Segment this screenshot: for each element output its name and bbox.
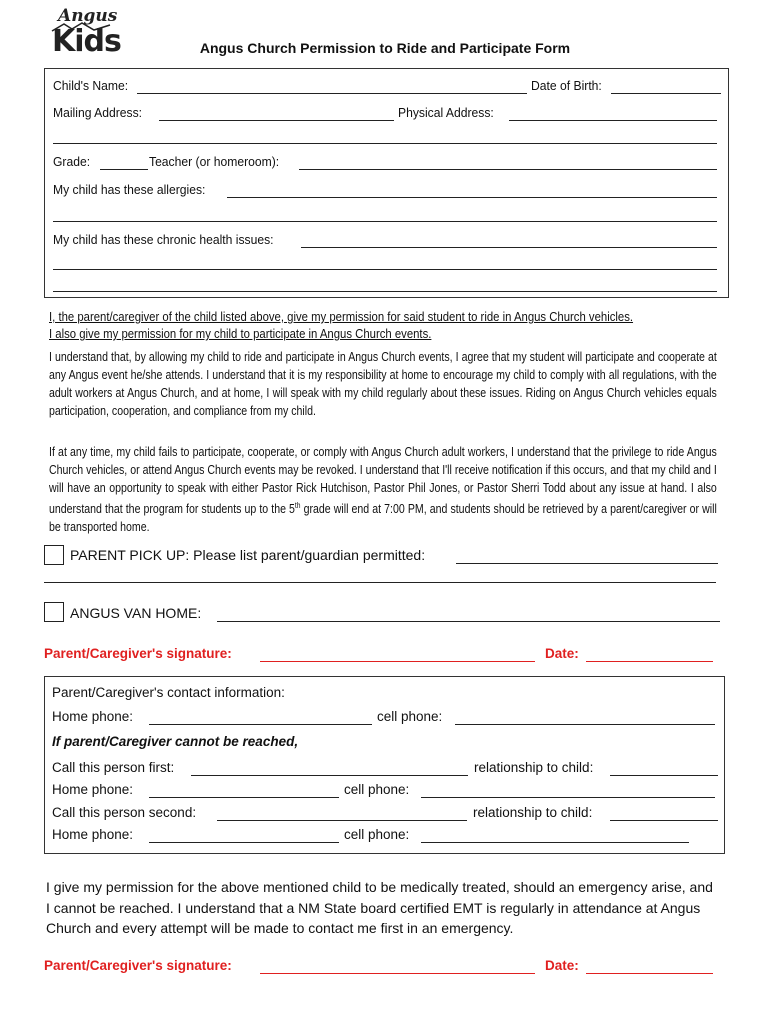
childs-name-field[interactable]	[137, 93, 527, 94]
call-second-label: Call this person second:	[52, 805, 197, 820]
chronic-health-line-2[interactable]	[53, 269, 717, 270]
ordinal-suffix: th	[294, 501, 301, 510]
allergies-field[interactable]	[227, 197, 717, 198]
date-of-birth-field[interactable]	[611, 93, 721, 94]
signature-date-field[interactable]	[586, 661, 713, 662]
home-phone-label: Home phone:	[52, 709, 134, 724]
relationship-first-label: relationship to child:	[474, 760, 594, 775]
second-cell-phone-label: cell phone:	[344, 827, 410, 842]
signature-label: Parent/Caregiver's signature:	[44, 646, 232, 661]
grade-field[interactable]	[100, 169, 148, 170]
parent-pickup-checkbox[interactable]	[44, 545, 64, 565]
chronic-health-line-3[interactable]	[53, 291, 717, 292]
call-first-label: Call this person first:	[52, 760, 175, 775]
logo-angus-text: Angus	[58, 6, 118, 26]
understanding-paragraph: I understand that, by allowing my child to ride and participate in Angus Church events, I agree that my student will participate and cooperate at any Angus event he/she attends. I understand that it is my responsibility at home to encourage my child to comply with all regulations, with the adult workers at Angus Church, and at home, I will speak with my child regularly about these issues. Riding on Angus Church vehicles equals participation, cooperation, and compliance from my child.	[49, 350, 717, 418]
mailing-address-label: Mailing Address:	[53, 105, 143, 120]
signature-field[interactable]	[260, 661, 535, 662]
parent-pickup-field[interactable]	[456, 563, 718, 564]
medical-signature-label: Parent/Caregiver's signature:	[44, 958, 232, 973]
first-cell-phone-label: cell phone:	[344, 782, 410, 797]
call-first-field[interactable]	[191, 775, 468, 776]
angus-van-checkbox[interactable]	[44, 602, 64, 622]
first-cell-phone-field[interactable]	[421, 797, 715, 798]
medical-date-label: Date:	[545, 958, 579, 973]
cell-phone-field[interactable]	[455, 724, 715, 725]
consent-ride: I, the parent/caregiver of the child listed above, give my permission for said student to ride in Angus Church vehicles.	[49, 310, 634, 324]
teacher-field[interactable]	[299, 169, 717, 170]
childs-name-label: Child's Name:	[53, 78, 129, 93]
chronic-health-label: My child has these chronic health issues:	[53, 232, 274, 247]
form-title: Angus Church Permission to Ride and Participate Form	[199, 40, 571, 56]
parent-pickup-label: PARENT PICK UP: Please list parent/guardian permitted:	[70, 547, 426, 563]
contact-heading: Parent/Caregiver's contact information:	[52, 685, 285, 700]
cell-phone-label: cell phone:	[377, 709, 443, 724]
allergies-continuation-line[interactable]	[53, 221, 717, 222]
address-continuation-line[interactable]	[53, 143, 717, 144]
grade-label: Grade:	[53, 154, 91, 169]
contact-info-box	[44, 676, 725, 854]
first-home-phone-label: Home phone:	[52, 782, 134, 797]
mailing-address-field[interactable]	[159, 120, 394, 121]
revocation-text: If at any time, my child fails to participate, cooperate, or comply with Angus Church adult workers, I understand that the privilege to ride Angus Church vehicles, or attend Angus Church events may be revoked. I understand that I'll receive notification if this occurs, and that my child and I will have an opportunity to speak with either Pastor Rick Hutchison, Pastor Phil Jones, or Pastor Sherri Todd about any issue at hand. I also understand that the program for students up to the 5	[49, 445, 717, 517]
call-second-field[interactable]	[217, 820, 467, 821]
relationship-second-field[interactable]	[610, 820, 718, 821]
second-home-phone-field[interactable]	[149, 842, 339, 843]
relationship-first-field[interactable]	[610, 775, 718, 776]
angus-van-label: ANGUS VAN HOME:	[70, 605, 202, 621]
first-home-phone-field[interactable]	[149, 797, 339, 798]
revocation-paragraph	[49, 443, 717, 536]
angus-van-field[interactable]	[217, 621, 720, 622]
logo-kids-text: Kids	[52, 24, 121, 59]
teacher-label: Teacher (or homeroom):	[149, 154, 280, 169]
relationship-second-label: relationship to child:	[473, 805, 593, 820]
home-phone-field[interactable]	[149, 724, 372, 725]
chronic-health-field[interactable]	[301, 247, 717, 248]
signature-date-label: Date:	[545, 646, 579, 661]
consent-participate: I also give my permission for my child to participate in Angus Church events.	[49, 327, 432, 341]
child-info-box	[44, 68, 729, 298]
unreachable-heading: If parent/Caregiver cannot be reached,	[52, 734, 299, 749]
medical-date-field[interactable]	[586, 973, 713, 974]
date-of-birth-label: Date of Birth:	[531, 78, 602, 93]
physical-address-label: Physical Address:	[398, 105, 494, 120]
allergies-label: My child has these allergies:	[53, 182, 206, 197]
second-cell-phone-field[interactable]	[421, 842, 689, 843]
angus-kids-logo	[50, 6, 120, 68]
medical-permission-paragraph: I give my permission for the above mentioned child to be medically treated, should an emergency arise, and I cannot be reached. I understand that a NM State board certified EMT is regularly in attendance at Angus Church and every attempt will be made to contact me first in an emergency.	[46, 879, 713, 936]
medical-signature-field[interactable]	[260, 973, 535, 974]
parent-pickup-line-2[interactable]	[44, 582, 716, 583]
second-home-phone-label: Home phone:	[52, 827, 134, 842]
revocation-text-end: grade will end at 7:00 PM, and students should be retrieved by a parent/caregiver or will be transported home.	[49, 502, 717, 535]
physical-address-field[interactable]	[509, 120, 717, 121]
